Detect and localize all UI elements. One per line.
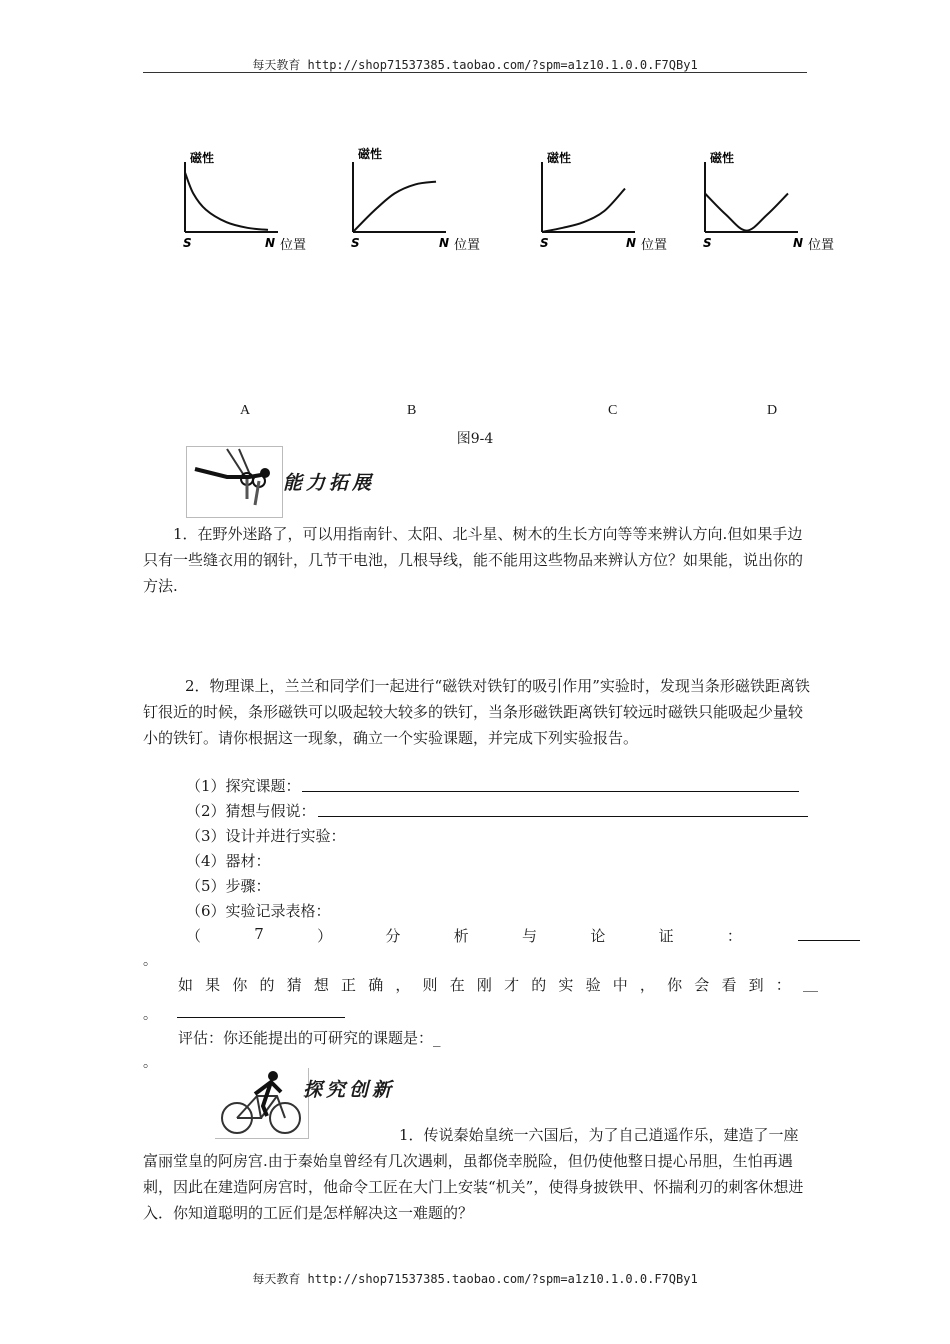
page-header: 每天教育 http://shop71537385.taobao.com/?spm=a1z10.1.0.0.F7QBy1 bbox=[252, 58, 698, 72]
analysis-answer-line[interactable] bbox=[798, 940, 860, 941]
chart-b-n-tick: N bbox=[439, 236, 450, 250]
guess-char: 你 bbox=[667, 976, 683, 994]
page-footer: 每天教育 http://shop71537385.taobao.com/?spm=a1z10.1.0.0.F7QBy1 bbox=[252, 1272, 698, 1286]
section-title-innovation: 探究创新 bbox=[303, 1079, 396, 1101]
chart-b-svg bbox=[338, 140, 488, 260]
analysis-char: （ bbox=[186, 927, 202, 945]
guess-correct-line bbox=[178, 974, 818, 995]
guess-char: 你 bbox=[232, 976, 248, 994]
guess-char: 刚 bbox=[476, 976, 492, 994]
guess-char: __ bbox=[802, 974, 818, 992]
period-mark: 。 bbox=[143, 1007, 157, 1023]
analysis-char: 分 bbox=[385, 927, 401, 945]
guess-char: ： bbox=[775, 976, 791, 994]
guess-char: 想 bbox=[313, 976, 329, 994]
guess-char: 才 bbox=[504, 976, 520, 994]
guess-char: 猜 bbox=[286, 976, 302, 994]
analysis-char: ） bbox=[317, 927, 333, 945]
chart-c-ylabel: 磁性 bbox=[547, 151, 572, 165]
chart-d-svg bbox=[690, 140, 840, 260]
observation-answer-line[interactable] bbox=[177, 1017, 345, 1018]
guess-char: 到 bbox=[748, 976, 764, 994]
option-d-label: D bbox=[767, 403, 778, 418]
analysis-char: ： bbox=[726, 927, 742, 945]
chart-d-s-tick: S bbox=[703, 236, 712, 250]
guess-char: 在 bbox=[449, 976, 465, 994]
analysis-char: 7 bbox=[254, 925, 264, 943]
gymnast-illustration bbox=[186, 446, 283, 518]
analysis-char: 析 bbox=[453, 927, 469, 945]
chart-b bbox=[338, 140, 488, 264]
hypothesis-answer-line[interactable] bbox=[318, 816, 808, 817]
chart-d-n-tick: N bbox=[793, 236, 804, 250]
header-rule bbox=[143, 72, 807, 73]
chart-b-s-tick: S bbox=[351, 236, 360, 250]
analysis-char: 与 bbox=[522, 927, 538, 945]
chart-d-xlabel: 位置 bbox=[808, 238, 835, 253]
guess-char: 实 bbox=[558, 976, 574, 994]
chart-b-curve bbox=[353, 182, 436, 232]
chart-b-ylabel: 磁性 bbox=[358, 147, 383, 161]
question-1: 1．在野外迷路了，可以用指南针、太阳、北斗星、树木的生长方向等等来辨认方向.但如果手边只有一些缝衣用的钢针，几节干电池，几根导线，能不能用这些物品来辨认方位？如果能，说出你的方法. bbox=[143, 525, 804, 595]
guess-char: 会 bbox=[694, 976, 710, 994]
section-title-ability: 能力拓展 bbox=[283, 472, 376, 494]
item-table: （6）实验记录表格： bbox=[186, 902, 331, 920]
chart-a-xlabel: 位置 bbox=[280, 238, 307, 253]
evaluate-line: 评估：你还能提出的可研究的课题是：_ bbox=[178, 1029, 441, 1047]
guess-char: 确 bbox=[368, 976, 384, 994]
guess-char: 中 bbox=[612, 976, 628, 994]
guess-char: 的 bbox=[531, 976, 547, 994]
guess-char: 如 bbox=[178, 976, 194, 994]
guess-char: 的 bbox=[259, 976, 275, 994]
item-design: （3）设计并进行实验： bbox=[186, 827, 346, 845]
guess-char: 果 bbox=[205, 976, 221, 994]
item-topic: （1）探究课题： bbox=[186, 777, 301, 795]
period-mark: 。 bbox=[143, 953, 157, 969]
chart-d-ylabel: 磁性 bbox=[710, 151, 735, 165]
figure-caption: 图9-4 bbox=[456, 431, 494, 447]
chart-d-curve bbox=[705, 194, 788, 231]
item-analysis bbox=[186, 925, 742, 946]
analysis-char: 证 bbox=[658, 927, 674, 945]
chart-c-xlabel: 位置 bbox=[641, 238, 668, 253]
item-hypothesis: （2）猜想与假说： bbox=[186, 802, 316, 820]
item-steps: （5）步骤： bbox=[186, 877, 271, 895]
period-mark: 。 bbox=[143, 1055, 157, 1071]
chart-a bbox=[170, 140, 320, 264]
guess-char: ， bbox=[639, 976, 655, 994]
chart-c-curve bbox=[542, 189, 625, 232]
topic-answer-line[interactable] bbox=[302, 791, 799, 792]
option-a-label: A bbox=[240, 403, 251, 418]
chart-c-svg bbox=[527, 140, 677, 260]
gymnast-icon bbox=[187, 447, 282, 517]
chart-c-n-tick: N bbox=[626, 236, 637, 250]
item-equipment: （4）器材： bbox=[186, 852, 271, 870]
chart-a-curve bbox=[185, 173, 268, 230]
option-b-label: B bbox=[407, 403, 417, 418]
question-innovation-1: 1．传说秦始皇统一六国后，为了自己逍遥作乐，建造了一座富丽堂皇的阿房宫.由于秦始皇曾经有几次遇刺，虽都侥幸脱险，但仍使他整日提心吊胆，生怕再遇刺，因此在建造阿房宫时，他命令工匠在大门上安装“机关”，使得身披铁甲、怀揣利刃的刺客休想进入．你知道聪明的工匠们是怎样解决这一难题的？ bbox=[143, 1126, 804, 1222]
chart-d bbox=[690, 140, 840, 264]
chart-a-n-tick: N bbox=[265, 236, 276, 250]
chart-a-s-tick: S bbox=[183, 236, 192, 250]
guess-char: ， bbox=[395, 976, 411, 994]
guess-char: 则 bbox=[422, 976, 438, 994]
question-2: 2．物理课上，兰兰和同学们一起进行“磁铁对铁钉的吸引作用”实验时，发现当条形磁铁距离铁钉很近的时候，条形磁铁可以吸起较大较多的铁钉，当条形磁铁距离铁钉较远时磁铁只能吸起少量较小的铁钉。请你根据这一现象，确立一个实验课题，并完成下列实验报告。 bbox=[143, 677, 810, 747]
option-c-label: C bbox=[608, 403, 618, 418]
analysis-char: 论 bbox=[590, 927, 606, 945]
chart-a-ylabel: 磁性 bbox=[190, 151, 215, 165]
chart-c-s-tick: S bbox=[540, 236, 549, 250]
guess-char: 验 bbox=[585, 976, 601, 994]
guess-char: 正 bbox=[341, 976, 357, 994]
chart-a-svg bbox=[170, 140, 320, 260]
chart-b-xlabel: 位置 bbox=[454, 238, 481, 253]
chart-c bbox=[527, 140, 677, 264]
guess-char: 看 bbox=[721, 976, 737, 994]
